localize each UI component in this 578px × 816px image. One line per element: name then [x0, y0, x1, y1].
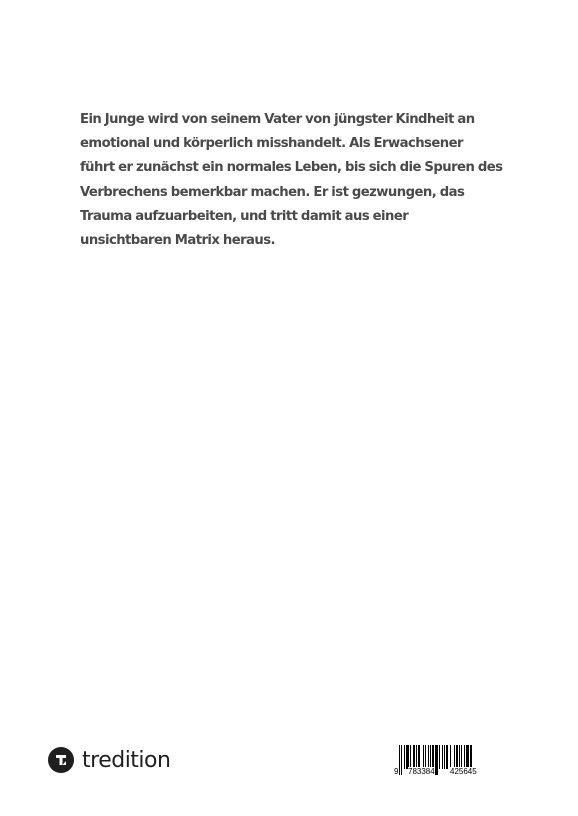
barcode-bar	[410, 745, 411, 769]
barcode-bar	[439, 745, 440, 769]
barcode-bar	[466, 745, 469, 769]
blurb-line: emotional und körperlich misshandelt. Als Erwachsener	[80, 136, 463, 152]
barcode-bar	[413, 745, 415, 769]
barcode-bar	[418, 745, 420, 769]
barcode-bar	[432, 745, 434, 769]
barcode-bar	[423, 745, 424, 769]
blurb-line: Verbrechens bemerkbar machen. Er ist gezwungen, das	[80, 184, 465, 200]
barcode-bar	[456, 745, 458, 769]
barcode-prefix: 9	[394, 767, 399, 776]
barcode-bar	[401, 745, 402, 775]
barcode-bar	[428, 745, 429, 769]
blurb-line: Trauma aufzuarbeiten, und tritt damit aus einer	[80, 208, 409, 224]
blurb-line: Ein Junge wird von seinem Vater von jüngster Kindheit an	[80, 112, 475, 127]
barcode-group2: 425645	[450, 767, 477, 776]
barcode-bar	[461, 745, 462, 769]
barcode-group1: 783384	[408, 767, 435, 776]
tredition-logo-icon	[48, 747, 74, 773]
barcode-bar	[442, 745, 443, 769]
barcode-bar	[446, 745, 448, 769]
barcode-bar	[444, 745, 445, 769]
back-cover-blurb	[80, 108, 503, 253]
barcode-bar	[454, 745, 455, 769]
blurb-line: unsichtbaren Matrix heraus.	[80, 233, 276, 249]
barcode-bar	[425, 745, 426, 769]
publisher-name: tredition	[82, 747, 171, 773]
barcode-bar	[406, 745, 409, 769]
barcode-bar	[464, 745, 465, 769]
barcode-bar	[459, 745, 460, 769]
barcode-bar	[430, 745, 431, 769]
barcode-bar	[404, 745, 405, 769]
barcode-bar	[399, 745, 400, 775]
publisher-logo	[48, 746, 170, 774]
barcode-bar	[450, 745, 451, 769]
barcode-bar	[416, 745, 417, 769]
barcode-bar	[435, 745, 438, 775]
blurb-line: führt er zunächst ein normales Leben, bis sich die Spuren des	[80, 160, 503, 176]
